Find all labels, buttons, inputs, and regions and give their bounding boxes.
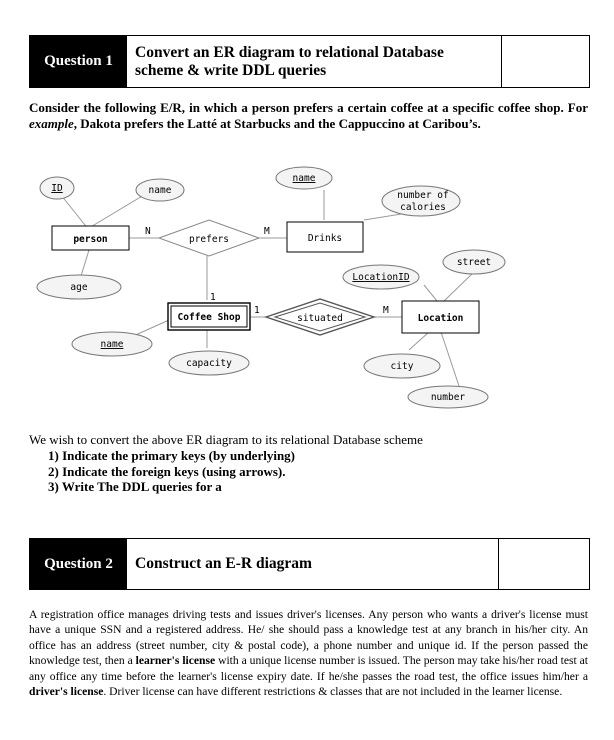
svg-text:Location: Location (417, 313, 464, 324)
attr-id-label: ID (51, 183, 63, 194)
attr-city-label: city (390, 361, 414, 372)
question1-label: Question 1 (30, 36, 127, 87)
card-shop-situated: 1 (254, 305, 260, 316)
question1-title-line2: scheme & write DDL queries (135, 61, 327, 79)
relationship-prefers (159, 220, 259, 256)
attr-locationid-label: LocationID (352, 272, 410, 283)
er-diagram (29, 160, 549, 415)
card-person-prefers: N (145, 226, 151, 237)
question2-label: Question 2 (30, 539, 127, 589)
q2-text-2: with a unique license number is issued. The person may take his/her road test at any office any time before the learner's license expiry date. If he/she passes the road test, the office issues him/her a (29, 654, 588, 683)
question2-score-cell (499, 539, 589, 589)
card-prefers-shop: 1 (210, 292, 216, 303)
card-prefers-drinks: M (264, 226, 270, 237)
edge-locid-location (424, 285, 437, 301)
svg-text:prefers: prefers (188, 234, 230, 245)
task-item: 2) Indicate the foreign keys (using arrows). (48, 463, 286, 479)
edge-name-person (89, 192, 149, 228)
attr-street-label: street (456, 257, 492, 268)
relationship-situated (266, 299, 374, 335)
edge-location-number (441, 332, 459, 386)
entity-person (52, 226, 129, 250)
q2-learners-license: learner's license (135, 654, 216, 668)
intro-part-b: , Dakota prefers the Latté at Starbucks and the Cappuccino at Caribou’s. (73, 116, 481, 131)
q2-drivers-license: driver's license (29, 685, 104, 699)
question2-header (29, 538, 590, 590)
entity-coffee-shop (168, 303, 250, 330)
svg-text:Coffee Shop: Coffee Shop (177, 312, 241, 323)
entity-drinks (287, 222, 363, 252)
question1-title (127, 36, 502, 87)
q2-text-1: A registration office manages driving tests and issues driver's licenses. Any person who wants a driver's license must have a unique SSN and a registered address. He/ she should pass a knowledge test at any branch in his/her city. An office has an address (street number, city & postal code), a phone number and unique id. If the person passed the knowledge test, then a (29, 608, 588, 668)
attr-number-label: number (430, 392, 466, 403)
question2-title: Construct an E-R diagram (127, 539, 499, 589)
question1-task-list (48, 448, 295, 495)
entity-location (402, 301, 479, 333)
question1-score-cell (502, 36, 589, 87)
svg-text:person: person (73, 234, 108, 245)
attr-age-label: age (70, 282, 88, 293)
question1-header (29, 35, 590, 88)
card-situated-location: M (383, 305, 389, 316)
attr-capacity-label: capacity (186, 358, 232, 369)
attr-calories-line2: calories (400, 202, 446, 213)
intro-emphasis: example (29, 116, 74, 131)
question1-intro (29, 100, 588, 132)
task-item: 1) Indicate the primary keys (by underlying) (48, 448, 295, 463)
edge-person-age (81, 250, 89, 276)
intro-part-a: Consider the following E/R, in which a person prefers a certain coffee at a specific coffee shop. For (29, 100, 588, 115)
svg-text:Drinks: Drinks (307, 233, 343, 244)
task-item: 3) Write The DDL queries for a (48, 479, 222, 494)
svg-text:situated: situated (297, 313, 343, 324)
edge-location-city (409, 332, 429, 350)
q2-text-3: . Driver license can have different restrictions & classes that are not included in the learner license. (103, 685, 563, 699)
attr-drink-name-label: name (292, 173, 316, 184)
attr-calories-line1: number of (397, 190, 449, 201)
question2-paragraph (29, 607, 588, 699)
attr-shop-name-label: name (100, 339, 124, 350)
question1-after-diagram: We wish to convert the above ER diagram to its relational Database scheme (29, 432, 423, 447)
edge-street-location (444, 272, 474, 301)
attr-person-name-label: name (148, 185, 172, 196)
question1-title-line1: Convert an ER diagram to relational Database (135, 43, 444, 61)
